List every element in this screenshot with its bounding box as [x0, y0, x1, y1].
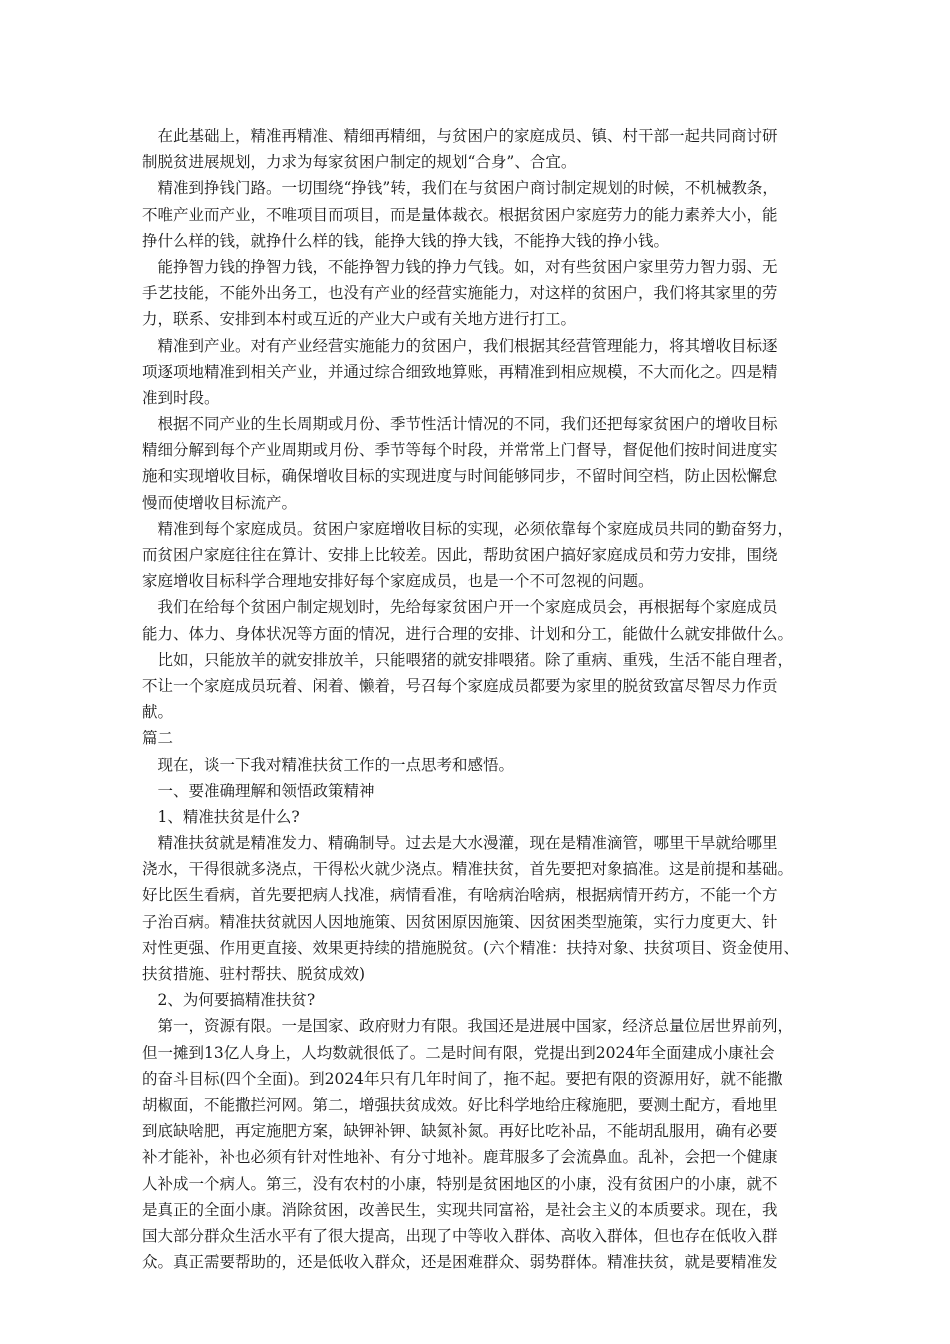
text-line: 浇水，干得很就多浇点，干得松火就少浇点。精准扶贫，首先要把对象搞准。这是前提和基础。	[142, 860, 794, 879]
subheading: 一、要准确理解和领悟政策精神	[142, 781, 375, 800]
text-line: 我们在给每个贫困户制定规划时，先给每家贫困户开一个家庭成员会，再根据每个家庭成员	[142, 598, 778, 617]
text-line: 人补成一个病人。第三，没有农村的小康，特别是贫困地区的小康，没有贫困户的小康，就不	[142, 1174, 778, 1193]
text-line: 献。	[142, 703, 174, 722]
text-line: 到底缺啥肥，再定施肥方案，缺钾补钾、缺氮补氮。再好比吃补品，不能胡乱服用，确有必要	[142, 1122, 778, 1141]
text-line: 力，联系、安排到本村或互近的产业大户或有关地方进行打工。	[142, 310, 577, 329]
document-body	[142, 123, 818, 1275]
text-line: 而贫困户家庭往往在算计、安排上比较差。因此，帮助贫困户搞好家庭成员和劳力安排，围绕	[142, 546, 778, 564]
text-line: 精准到挣钱门路。一切围绕“挣钱”转，我们在与贫困户商讨制定规划的时候，不机械教条，	[142, 179, 778, 198]
text-line: 比如，只能放羊的就安排放羊，只能喂猪的就安排喂猪。除了重病、重残，生活不能自理者，	[142, 650, 794, 669]
text-line: 手艺技能，不能外出务工，也没有产业的经营实施能力，对这样的贫困户，我们将其家里的劳	[142, 284, 778, 303]
text-line: 精细分解到每个产业周期或月份、季节等每个时段，并常常上门督导，督促他们按时间进度实	[142, 441, 778, 460]
text-line: 在此基础上，精准再精准、精细再精细，与贫困户的家庭成员、镇、村干部一起共同商讨研	[142, 127, 778, 145]
text-line: 精准到每个家庭成员。贫困户家庭增收目标的实现，必须依靠每个家庭成员共同的勤奋努力，	[142, 519, 794, 538]
text-line: 好比医生看病，首先要把病人找准，病情看准，有啥病治啥病，根据病情开药方，不能一个方	[142, 886, 778, 905]
section-heading: 篇二	[142, 729, 174, 748]
text-line: 补才能补，补也必须有针对性地补、有分寸地补。鹿茸服多了会流鼻血。乱补，会把一个健康	[142, 1148, 778, 1167]
text-line: 精准到产业。对有产业经营实施能力的贫困户，我们根据其经营管理能力，将其增收目标逐	[142, 336, 778, 355]
subheading: 1、精准扶贫是什么?	[142, 807, 300, 826]
text-line: 扶贫措施、驻村帮扶、脱贫成效)	[142, 965, 366, 983]
text-line: 项逐项地精准到相关产业，并通过综合细致地算账，再精准到相应规模，不大而化之。四是精	[142, 362, 778, 381]
text-line: 准到时段。	[142, 388, 220, 407]
text-line: 挣什么样的钱，就挣什么样的钱，能挣大钱的挣大钱，不能挣大钱的挣小钱。	[142, 231, 670, 250]
text-line: 胡椒面，不能撒拦河网。第二，增强扶贫成效。好比科学地给庄稼施肥，要测土配方，看地里	[142, 1095, 778, 1114]
text-line: 制脱贫进展规划，力求为每家贫困户制定的规划“合身”、合宜。	[142, 153, 577, 172]
text-line: 子治百病。精准扶贫就因人因地施策、因贫困原因施策、因贫困类型施策，实行力度更大、针	[142, 912, 778, 931]
text-line: 施和实现增收目标，确保增收目标的实现进度与时间能够同步，不留时间空档，防止因松懈怠	[142, 467, 778, 486]
text-line: 慢而使增收目标流产。	[142, 493, 298, 512]
subheading: 2、为何要搞精准扶贫?	[142, 991, 316, 1010]
text-line: 第一，资源有限。一是国家、政府财力有限。我国还是进展中国家，经济总量位居世界前列，	[142, 1017, 794, 1036]
text-line: 能力、体力、身体状况等方面的情况，进行合理的安排、计划和分工，能做什么就安排做什么。	[142, 624, 794, 643]
text-line: 国大部分群众生活水平有了很大提高，出现了中等收入群体、高收入群体，但也存在低收入群	[142, 1226, 778, 1245]
text-line: 但一摊到13亿人身上，人均数就很低了。二是时间有限，党提出到2024年全面建成小康社会	[142, 1043, 775, 1062]
text-line: 众。真正需要帮助的，还是低收入群众，还是困难群众、弱势群体。精准扶贫，就是要精准发	[142, 1253, 778, 1272]
text-line: 不让一个家庭成员玩着、闲着、懒着，号召每个家庭成员都要为家里的脱贫致富尽智尽力作贡	[142, 676, 778, 695]
text-line: 不唯产业而产业，不唯项目而项目，而是量体裁衣。根据贫困户家庭劳力的能力素养大小，能	[142, 205, 778, 224]
text-line: 的奋斗目标(四个全面)。到2024年只有几年时间了，拖不起。要把有限的资源用好，就不能撒	[142, 1069, 783, 1088]
text-line: 能挣智力钱的挣智力钱，不能挣智力钱的挣力气钱。如，对有些贫困户家里劳力智力弱、无	[142, 257, 778, 276]
text-line: 精准扶贫就是精准发力、精确制导。过去是大水漫灌，现在是精准滴管，哪里干旱就给哪里	[142, 834, 778, 853]
text-line: 家庭增收目标科学合理地安排好每个家庭成员，也是一个不可忽视的问题。	[142, 572, 654, 591]
text-line: 对性更强、作用更直接、效果更持续的措施脱贫。(六个精准：扶持对象、扶贫项目、资金使用、	[142, 938, 800, 957]
text-line: 根据不同产业的生长周期或月份、季节性活计情况的不同，我们还把每家贫困户的增收目标	[142, 415, 778, 434]
text-line: 现在，谈一下我对精准扶贫工作的一点思考和感悟。	[142, 755, 515, 774]
text-line: 是真正的全面小康。消除贫困，改善民生，实现共同富裕，是社会主义的本质要求。现在，我	[142, 1200, 778, 1219]
